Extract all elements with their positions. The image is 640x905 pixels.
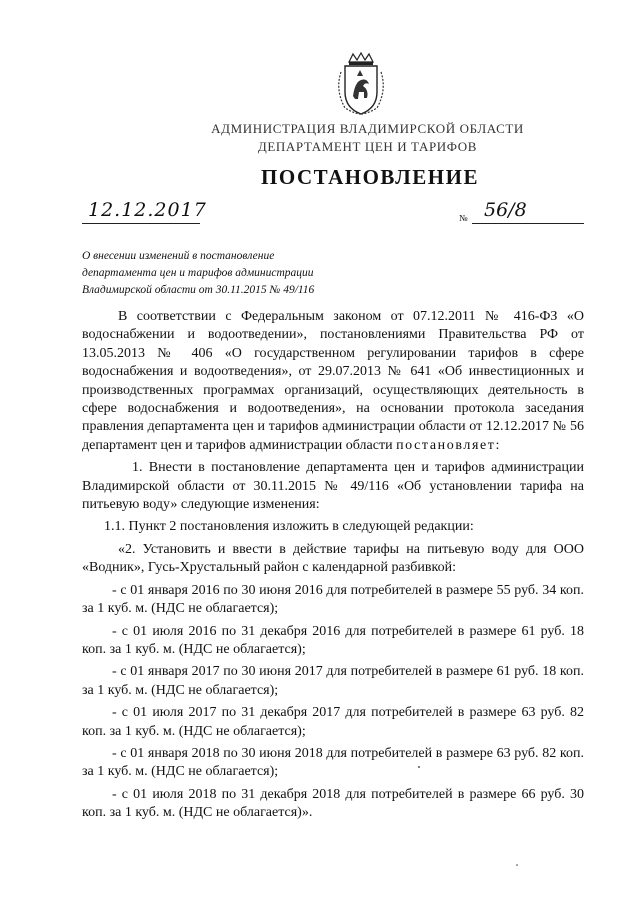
item-2-paragraph: «2. Установить и ввести в действие тарифы на питьевую воду для ООО «Водник», Гусь-Хрустальный район с календарной разбивкой: xyxy=(82,541,584,576)
tariff-item: - с 01 июля 2016 по 31 декабря 2016 для потребителей в размере 61 руб. 18 коп. за 1 куб. м. (НДС не облагается); xyxy=(82,623,584,657)
tariff-item: - с 01 января 2017 по 30 июня 2017 для потребителей в размере 61 руб. 18 коп. за 1 куб. м. (НДС не облагается); xyxy=(82,664,584,698)
subject-line: департамента цен и тарифов администрации xyxy=(82,267,314,279)
department-name: ДЕПАРТАМЕНТ ЦЕН И ТАРИФОВ xyxy=(257,139,478,154)
preamble-text: В соответствии с Федеральным законом от 07.12.2011 № 416-ФЗ «О водоснабжении и водоотведении», постановлениями Правительства РФ от 13.05.2013 № 406 «О государственном регулировании тарифов в сфере водоснабжения и водоотведения», от 29.07.2013 № 641 «Об инвестиционных и производственных программах организаций, осуществляющих деятельность в сфере водоснабжения и водоотведения», на основании протокола заседания правления департамента цен и тарифов администрации области от 12.12.2017 № 56 департамент цен и тарифов администрации области xyxy=(82,309,584,453)
document-subject xyxy=(82,248,314,299)
tariff-item: - с 01 июля 2018 по 31 декабря 2018 для потребителей в размере 66 руб. 30 коп. за 1 куб. м. (НДС не облагается)». xyxy=(82,786,584,821)
document-body xyxy=(82,308,584,827)
tariff-item: - с 01 июля 2017 по 31 декабря 2017 для потребителей в размере 63 руб. 82 коп. за 1 куб. м. (НДС не облагается); xyxy=(82,705,584,739)
tariff-item: - с 01 января 2016 по 30 июня 2016 для потребителей в размере 55 руб. 34 коп. за 1 куб. м. (НДС не облагается); xyxy=(82,582,584,617)
item-1-paragraph: 1. Внести в постановление департамента цен и тарифов администрации Владимирской области от 30.11.2015 № 49/116 «Об установлении тарифа на питьевую воду» следующие изменения: xyxy=(82,460,584,513)
tariff-item: - с 01 января 2018 по 30 июня 2018 для потребителей в размере 63 руб. 82 коп. за 1 куб. м. (НДС не облагается); xyxy=(82,745,584,780)
coat-of-arms-icon xyxy=(333,52,389,116)
item-1-1-paragraph: 1.1. Пункт 2 постановления изложить в следующей редакции: xyxy=(104,519,474,535)
scan-speck xyxy=(418,766,420,768)
subject-line: О внесении изменений в постановление xyxy=(82,250,275,262)
document-date xyxy=(82,195,207,224)
preamble-paragraph xyxy=(82,308,584,455)
document-number xyxy=(472,195,584,224)
subject-line: Владимирской области от 30.11.2015 № 49/116 xyxy=(82,284,315,296)
decree-word: постановляет: xyxy=(396,437,502,453)
scan-speck xyxy=(516,864,518,866)
document-number-value: 56/8 xyxy=(484,199,527,221)
number-label: № xyxy=(459,213,468,223)
organization-name: АДМИНИСТРАЦИЯ ВЛАДИМИРСКОЙ ОБЛАСТИ xyxy=(211,121,524,136)
document-date-value: 12.12.2017 xyxy=(88,199,207,221)
document-title: ПОСТАНОВЛЕНИЕ xyxy=(261,165,479,189)
